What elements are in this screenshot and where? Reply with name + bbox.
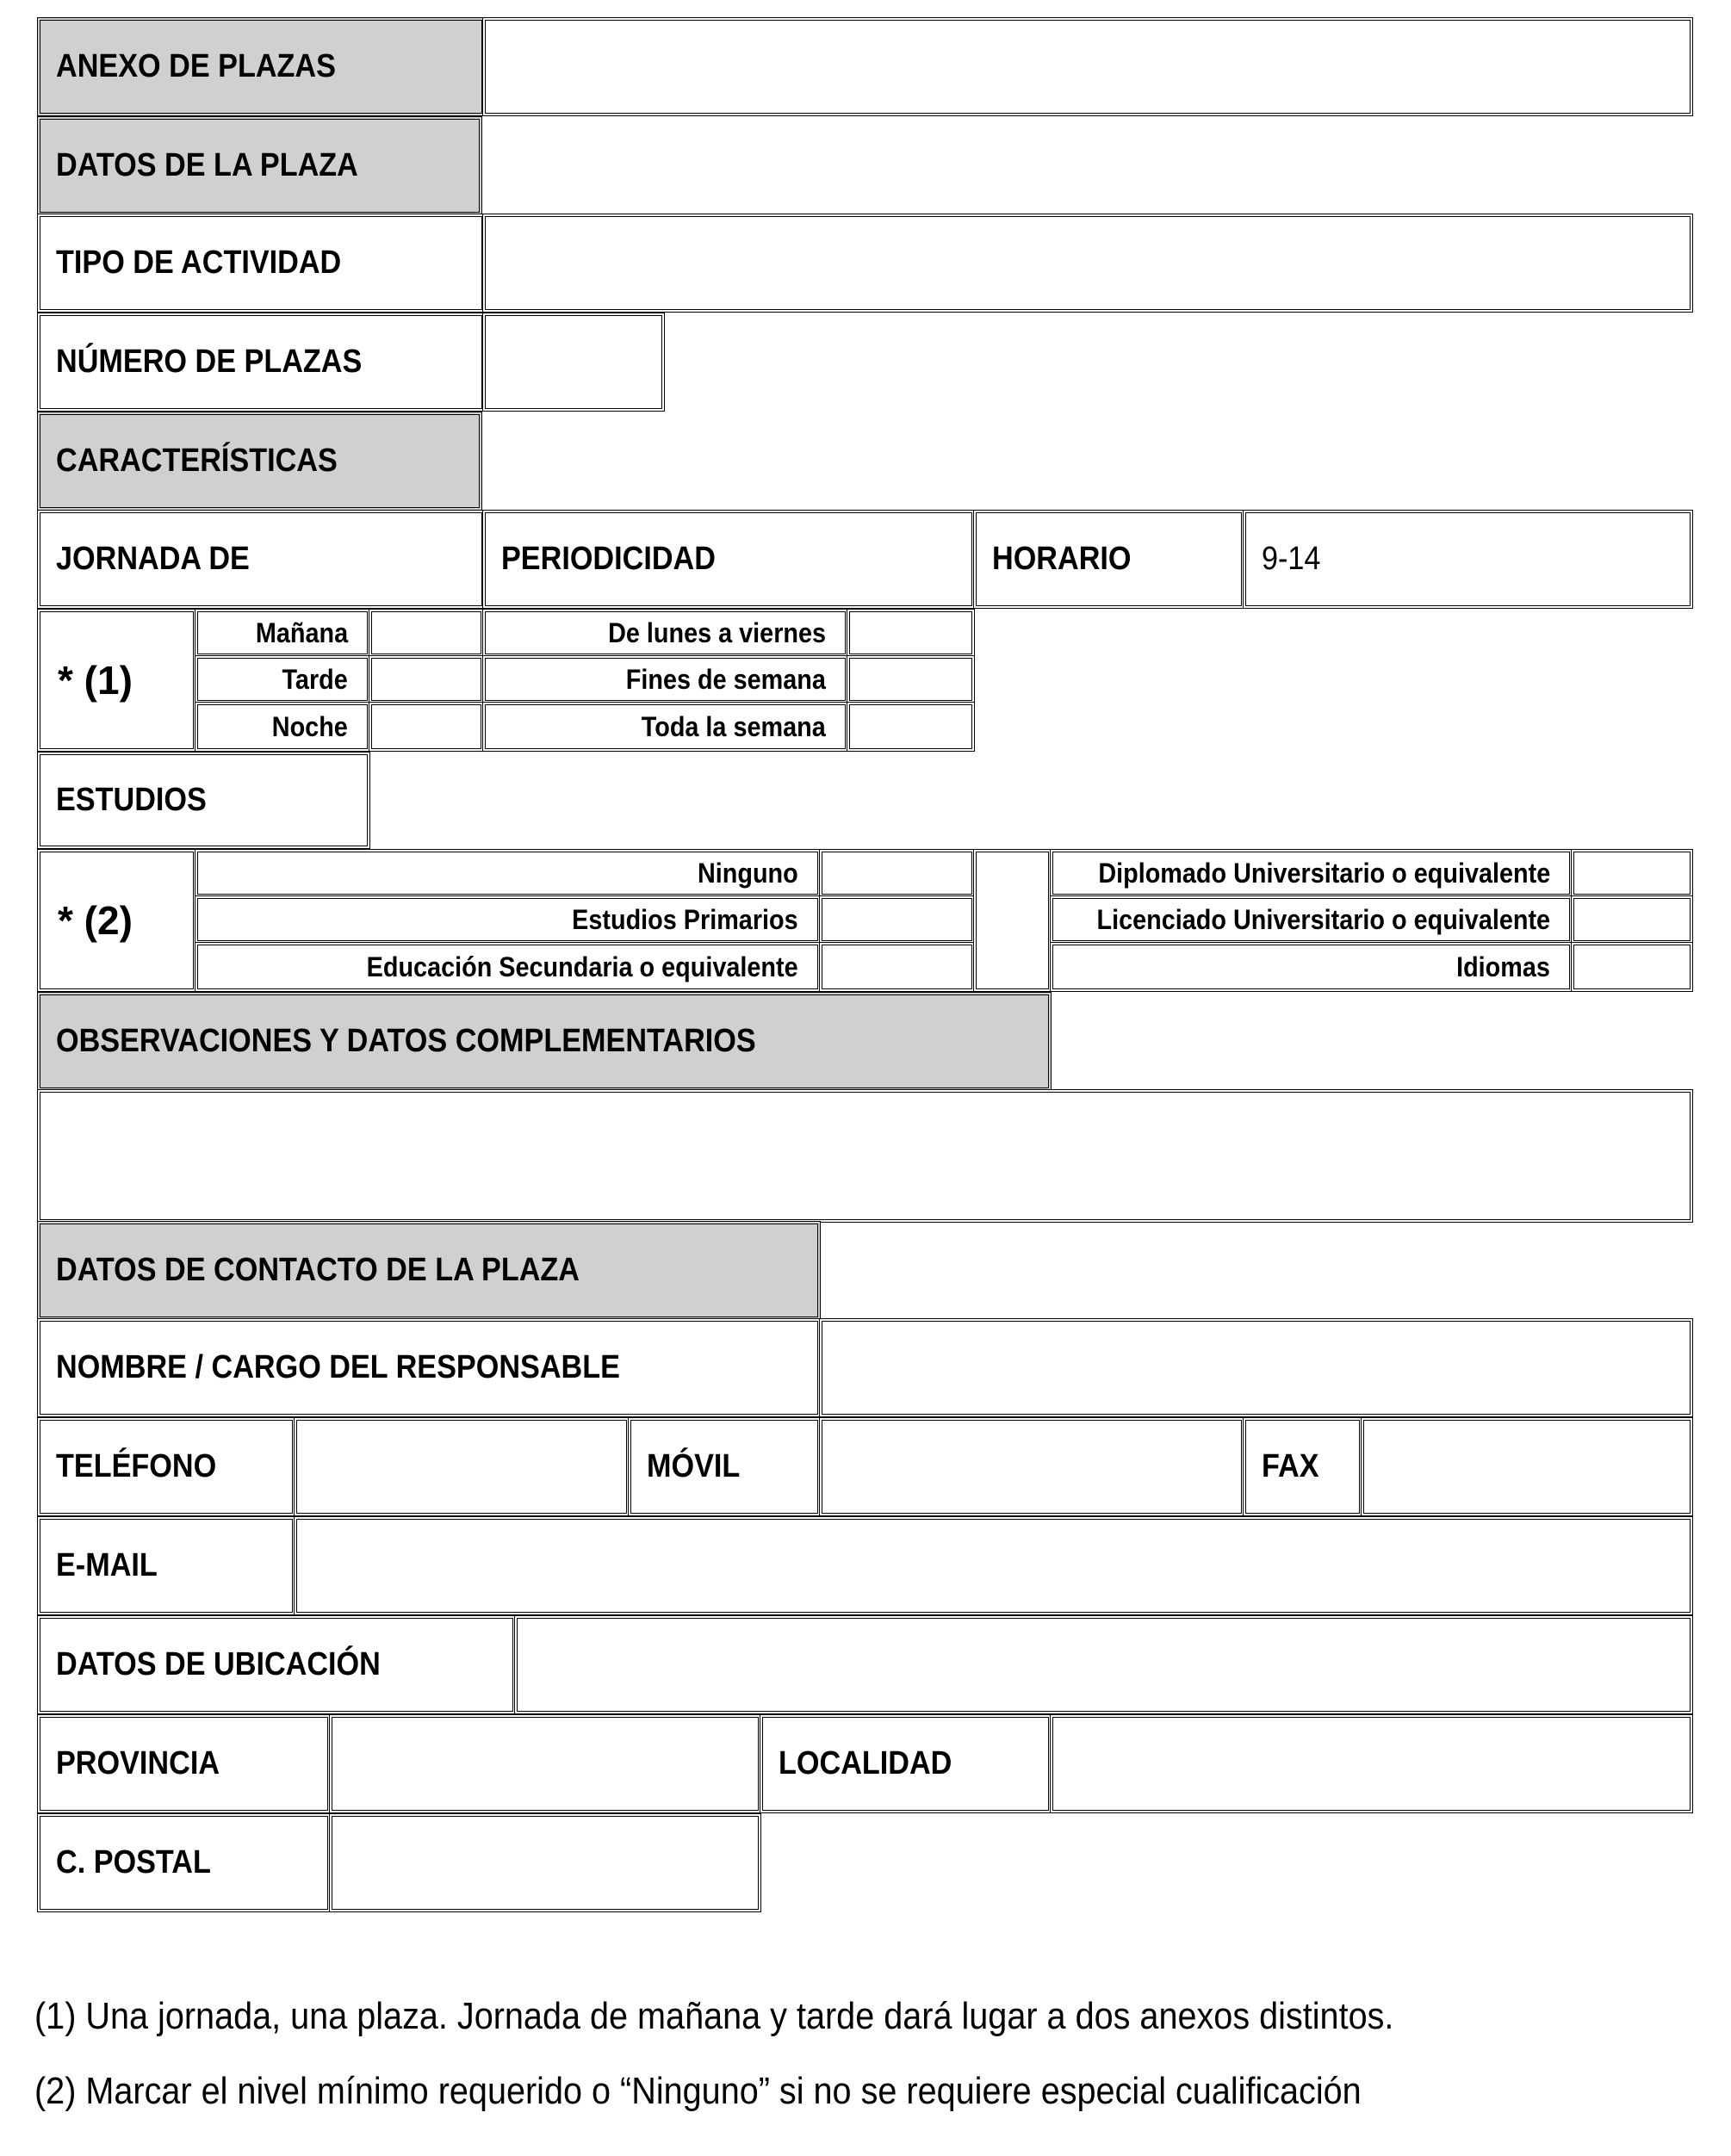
localidad-field[interactable]: [1050, 1714, 1693, 1813]
periodicidad-option-fines-semana: Fines de semana: [482, 655, 848, 703]
cpostal-label: C. POSTAL: [56, 1844, 211, 1880]
estudios-spacer-cell: [973, 849, 1052, 992]
horario-label-cell: [973, 510, 1244, 609]
periodicidad-option-toda-semana: Toda la semana: [482, 702, 848, 752]
estudios-checkbox-primarios[interactable]: [819, 895, 975, 944]
jornada-option-tarde: Tarde: [195, 655, 370, 703]
estudios-checkbox-licenciado[interactable]: [1571, 895, 1693, 944]
tipo-actividad-label-cell: [37, 214, 485, 313]
anexo-label: ANEXO DE PLAZAS: [56, 48, 336, 84]
responsable-field[interactable]: [819, 1318, 1693, 1417]
observaciones-label: OBSERVACIONES Y DATOS COMPLEMENTARIOS: [56, 1023, 756, 1059]
ref1-label: * (1): [58, 658, 133, 703]
ref2-label-cell: [37, 849, 196, 992]
email-field[interactable]: [294, 1516, 1693, 1615]
telefono-label-cell: [37, 1417, 295, 1516]
jornada-label-cell: [37, 510, 485, 609]
telefono-label: TELÉFONO: [56, 1448, 217, 1484]
estudios-label-cell: [37, 752, 370, 849]
datos-plaza-label-cell: [37, 116, 482, 215]
observaciones-field[interactable]: [37, 1089, 1693, 1223]
estudios-option-ninguno: Ninguno: [195, 849, 821, 897]
jornada-label: JORNADA DE: [56, 541, 250, 577]
numero-plazas-label: NÚMERO DE PLAZAS: [56, 344, 363, 380]
estudios-option-licenciado: Licenciado Universitario o equivalente: [1050, 895, 1573, 944]
jornada-checkbox-noche[interactable]: [369, 702, 484, 752]
jornada-checkbox-manana[interactable]: [369, 609, 484, 657]
email-label-cell: [37, 1516, 295, 1615]
estudios-option-diplomado: Diplomado Universitario o equivalente: [1050, 849, 1573, 897]
estudios-checkbox-secundaria[interactable]: [819, 942, 975, 992]
fax-label: FAX: [1262, 1448, 1319, 1484]
numero-plazas-field[interactable]: [482, 313, 665, 412]
horario-field[interactable]: [1243, 510, 1693, 609]
provincia-label: PROVINCIA: [56, 1745, 220, 1781]
estudios-option-idiomas: Idiomas: [1050, 942, 1573, 992]
responsable-label-cell: [37, 1318, 821, 1417]
ubicacion-label-cell: [37, 1615, 516, 1714]
cpostal-field[interactable]: [329, 1813, 761, 1912]
tipo-actividad-field[interactable]: [482, 214, 1693, 313]
cpostal-label-cell: [37, 1813, 331, 1912]
periodicidad-label-cell: [482, 510, 975, 609]
movil-label-cell: [628, 1417, 821, 1516]
periodicidad-label: PERIODICIDAD: [501, 541, 716, 577]
jornada-checkbox-tarde[interactable]: [369, 655, 484, 703]
ubicacion-label: DATOS DE UBICACIÓN: [56, 1646, 381, 1682]
estudios-label: ESTUDIOS: [56, 782, 207, 818]
estudios-checkbox-idiomas[interactable]: [1571, 942, 1693, 992]
numero-plazas-label-cell: [37, 313, 485, 412]
anexo-field[interactable]: [482, 17, 1693, 116]
datos-plaza-label: DATOS DE LA PLAZA: [56, 147, 358, 183]
periodicidad-checkbox-lunes-viernes[interactable]: [847, 609, 975, 657]
jornada-option-manana: Mañana: [195, 609, 370, 657]
anexo-label-cell: [37, 17, 485, 116]
provincia-label-cell: [37, 1714, 331, 1813]
estudios-checkbox-ninguno[interactable]: [819, 849, 975, 897]
jornada-option-noche: Noche: [195, 702, 370, 752]
fax-field[interactable]: [1361, 1417, 1693, 1516]
observaciones-label-cell: [37, 992, 1052, 1091]
ref1-label-cell: [37, 609, 196, 752]
email-label: E-MAIL: [56, 1547, 158, 1583]
contacto-label-cell: [37, 1221, 821, 1320]
contacto-label: DATOS DE CONTACTO DE LA PLAZA: [56, 1252, 580, 1288]
footnote-2: (2) Marcar el nivel mínimo requerido o “Ninguno” si no se requiere especial cualificación: [34, 2070, 1362, 2112]
localidad-label-cell: [760, 1714, 1052, 1813]
horario-value: 9-14: [1262, 541, 1321, 577]
estudios-checkbox-diplomado[interactable]: [1571, 849, 1693, 897]
estudios-option-secundaria: Educación Secundaria o equivalente: [195, 942, 821, 992]
movil-label: MÓVIL: [647, 1448, 741, 1484]
periodicidad-checkbox-fines-semana[interactable]: [847, 655, 975, 703]
fax-label-cell: [1243, 1417, 1362, 1516]
localidad-label: LOCALIDAD: [779, 1745, 952, 1781]
periodicidad-checkbox-toda-semana[interactable]: [847, 702, 975, 752]
footnote-1: (1) Una jornada, una plaza. Jornada de mañana y tarde dará lugar a dos anexos distintos.: [34, 1995, 1394, 2037]
provincia-field[interactable]: [329, 1714, 761, 1813]
caracteristicas-label-cell: [37, 412, 482, 511]
responsable-label: NOMBRE / CARGO DEL RESPONSABLE: [56, 1349, 620, 1385]
ref2-label: * (2): [58, 898, 133, 943]
horario-label: HORARIO: [992, 541, 1132, 577]
tipo-actividad-label: TIPO DE ACTIVIDAD: [56, 245, 342, 281]
telefono-field[interactable]: [294, 1417, 630, 1516]
movil-field[interactable]: [819, 1417, 1244, 1516]
caracteristicas-label: CARACTERÍSTICAS: [56, 443, 338, 479]
ubicacion-field[interactable]: [514, 1615, 1693, 1714]
estudios-option-primarios: Estudios Primarios: [195, 895, 821, 944]
periodicidad-option-lunes-viernes: De lunes a viernes: [482, 609, 848, 657]
